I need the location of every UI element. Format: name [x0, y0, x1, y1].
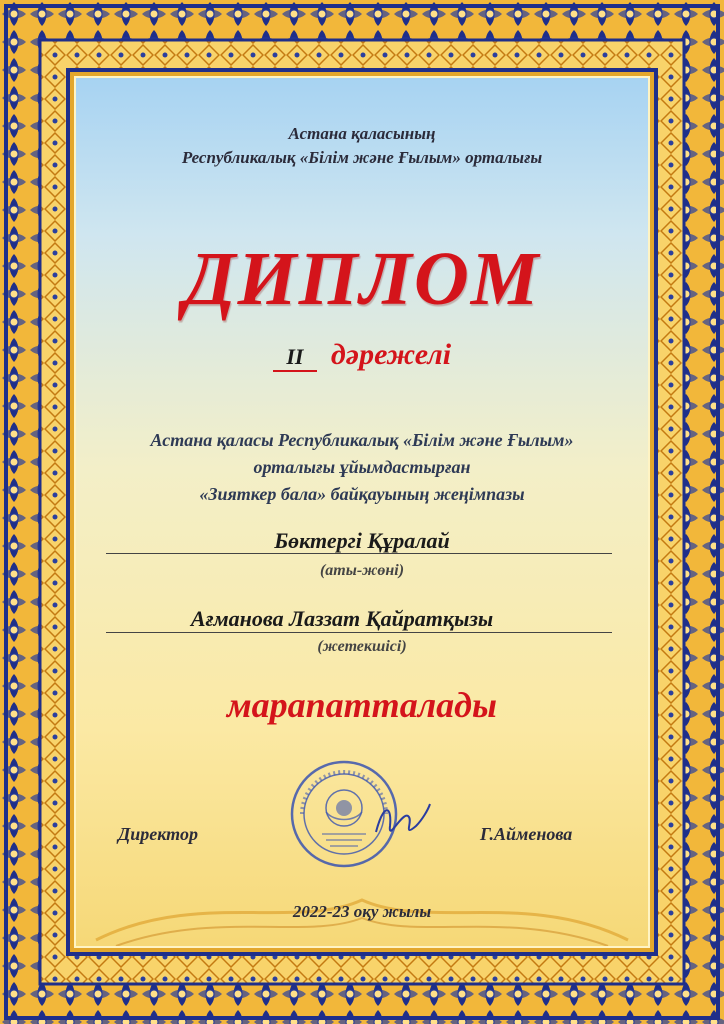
signatory-role: Директор: [118, 824, 198, 844]
handwritten-signature-icon: [372, 792, 432, 852]
supervisor-underline: [106, 632, 612, 633]
description-line-3: «Зияткер бала» байқауының жеңімпазы: [199, 484, 525, 504]
award-text: марапатталады: [227, 685, 497, 725]
degree-number: II: [273, 344, 317, 372]
description-line-2: орталығы ұйымдастырған: [253, 457, 471, 477]
recipient-name: Бөктергі Құралай: [274, 528, 450, 553]
recipient-caption: (аты-жөні): [319, 562, 405, 579]
academic-year: 2022-23 оқу жылы: [292, 902, 432, 921]
diploma-title: ДИПЛОМ: [183, 237, 541, 321]
description-line-1: Астана қаласы Республикалық «Білім және Ғылым»: [150, 430, 574, 450]
supervisor-caption: (жетекшісі): [317, 638, 407, 655]
organization-line-2: Республикалық «Білім және Ғылым» орталығы: [181, 148, 543, 167]
organization-line-1: Астана қаласының: [288, 124, 436, 143]
recipient-underline: [106, 553, 612, 554]
supervisor-name: Ағманова Лаззат Қайратқызы: [190, 606, 494, 631]
degree-line: [0, 338, 724, 372]
degree-word: дәрежелі: [330, 338, 452, 371]
signatory-name: Г.Айменова: [480, 824, 573, 844]
